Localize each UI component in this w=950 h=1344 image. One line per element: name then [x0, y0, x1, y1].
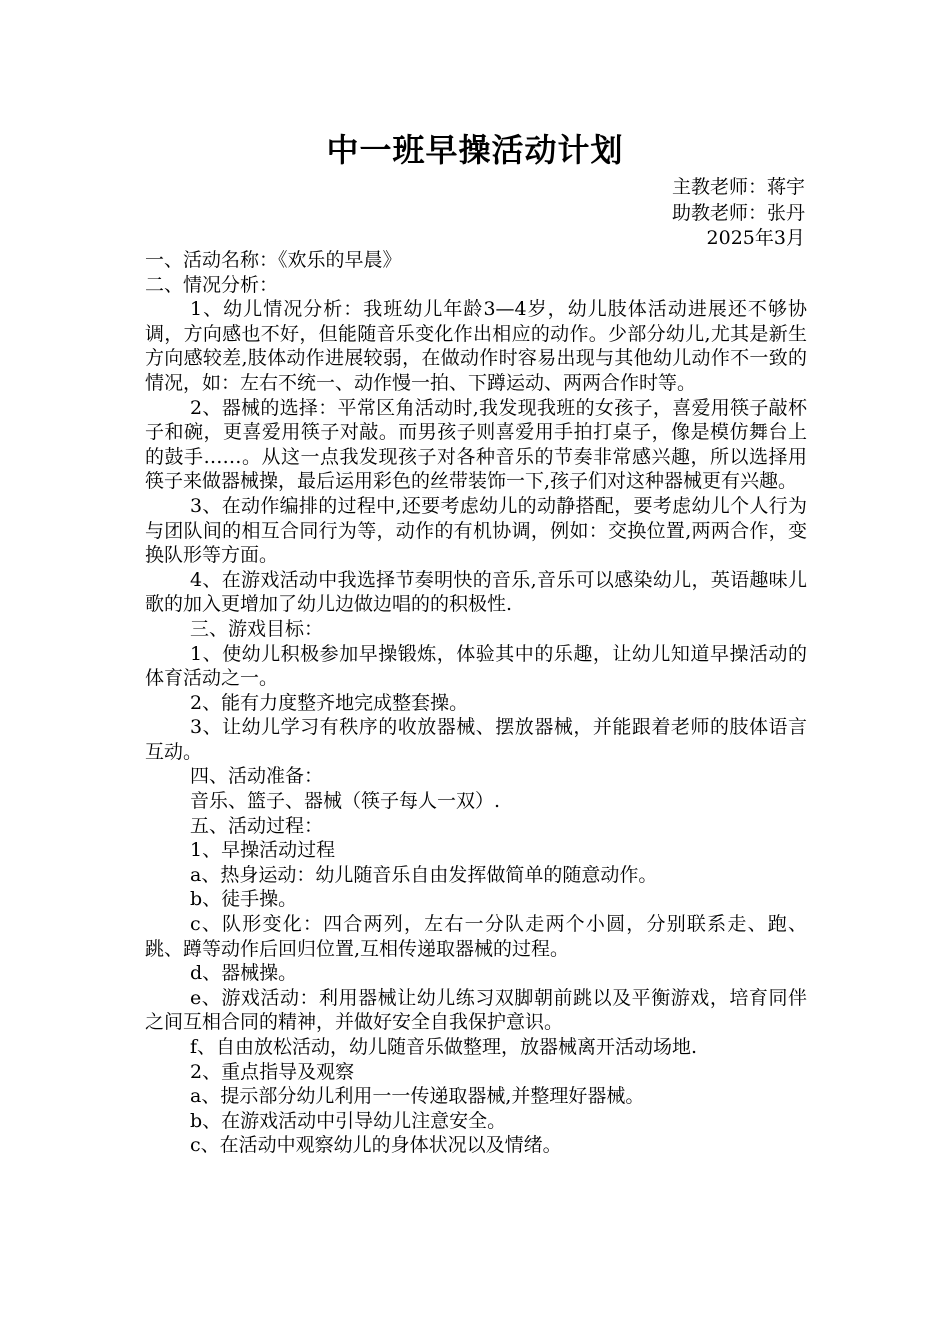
document-title: 中一班早操活动计划	[326, 131, 624, 169]
guidance-item-b: b、在游戏活动中引导幼儿注意安全。	[190, 1109, 507, 1132]
assistant-teacher: 助教老师：张丹	[671, 202, 805, 224]
preparation-text: 音乐、篮子、器械（筷子每人一双）.	[190, 790, 501, 813]
paragraph-equipment-choice: 2、器械的选择：平常区角活动时,我发现我班的女孩子，喜爱用筷子敲杯子和碗，更喜爱用筷子对敲。而男孩子则喜爱用手拍打桌子，像是模仿舞台上的鼓手……。从这一点我发现孩子对各种音乐的节奏非常感兴趣，所以选择用筷子来做器械操，最后运用彩色的丝带装饰一下,孩子们对这种器械更有兴趣。	[145, 396, 807, 493]
goal-item-3: 3、让幼儿学习有秩序的收放器械、摆放器械，并能跟着老师的肢体语言互动。	[145, 716, 807, 763]
section-activity-name: 一、活动名称：《欢乐的早晨》	[145, 249, 402, 271]
process-item-1: 1、早操活动过程	[190, 839, 336, 862]
process-item-d: d、器械操。	[190, 962, 298, 985]
guidance-item-c: c、在活动中观察幼儿的身体状况以及情绪。	[190, 1134, 562, 1157]
paragraph-child-analysis: 1、幼儿情况分析：我班幼儿年龄3—4岁，幼儿肢体活动进展还不够协调，方向感也不好，但能随音乐变化作出相应的动作。少部分幼儿,尤其是新生方向感较差,肢体动作进展较弱，在做动作时容易出现与其他幼儿动作不一致的情况，如：左右不统一、动作慢一拍、下蹲运动、两两合作时等。	[145, 298, 807, 394]
goal-item-1: 1、使幼儿积极参加早操锻炼，体验其中的乐趣，让幼儿知道早操活动的体育活动之一。	[145, 642, 807, 690]
process-item-c: c、队形变化：四合两列，左右一分队走两个小圆，分别联系走、跑、跳、蹲等动作后回归位置,互相传递取器械的过程。	[145, 913, 807, 960]
section-analysis-heading: 二、情况分析：	[145, 273, 279, 296]
paragraph-game-music: 4、在游戏活动中我选择节奏明快的音乐,音乐可以感染幼儿，英语趣味儿歌的加入更增加了幼儿边做边唱的的积极性.	[145, 568, 807, 616]
process-item-f: f、自由放松活动，幼儿随音乐做整理，放器械离开活动场地.	[190, 1036, 698, 1058]
lead-teacher: 主教老师：蒋宇	[671, 176, 805, 198]
process-item-2: 2、重点指导及观察	[190, 1060, 355, 1083]
plan-date: 2025年3月	[706, 227, 805, 249]
document-body	[145, 248, 807, 1158]
process-item-e: e、游戏活动：利用器械让幼儿练习双脚朝前跳以及平衡游戏，培育同伴之间互相合同的精神，并做好安全自我保护意识。	[145, 986, 807, 1034]
paragraph-choreography: 3、在动作编排的过程中,还要考虑幼儿的动静搭配，要考虑幼儿个人行为与团队间的相互合同行为等，动作的有机协调，例如：交换位置,两两合作，变换队形等方面。	[145, 494, 807, 567]
guidance-item-a: a、提示部分幼儿利用一一传递取器械,并整理好器械。	[190, 1085, 645, 1108]
goal-item-2: 2、能有力度整齐地完成整套操。	[190, 691, 469, 714]
section-process-heading: 五、活动过程：	[190, 814, 324, 837]
section-goals-heading: 三、游戏目标：	[190, 617, 324, 640]
process-item-a: a、热身运动：幼儿随音乐自由发挥做简单的随意动作。	[190, 863, 658, 886]
process-item-b: b、徒手操。	[190, 888, 298, 911]
section-preparation-heading: 四、活动准备：	[190, 765, 324, 788]
